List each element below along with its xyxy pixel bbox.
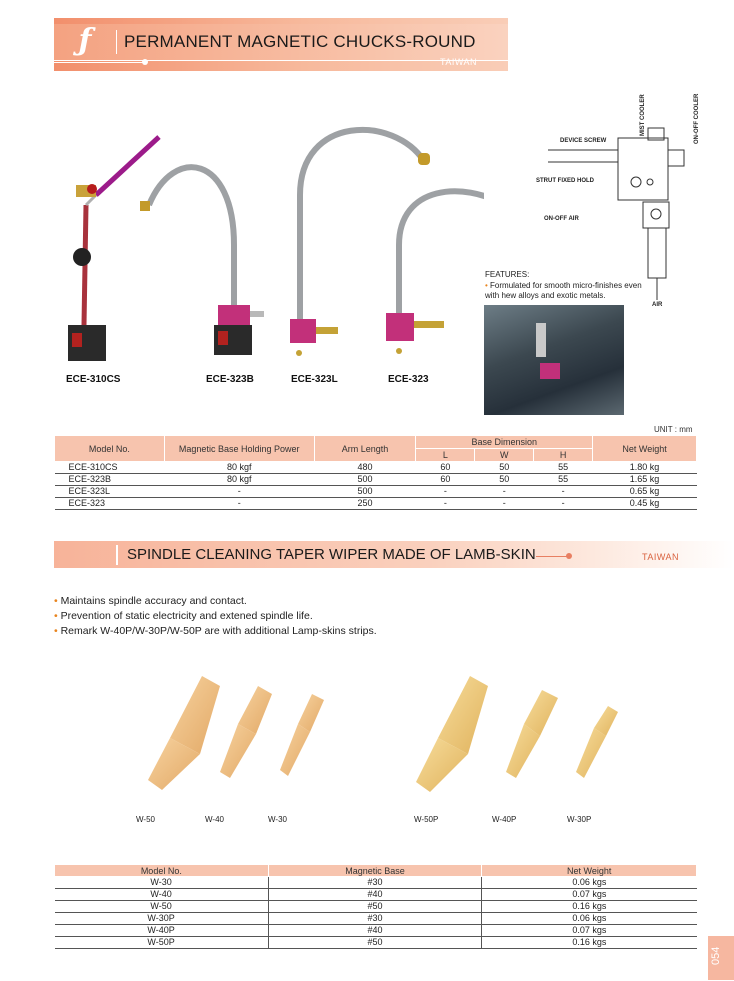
product-label: ECE-310CS <box>66 374 121 385</box>
col-header-weight: Net Weight <box>482 865 697 877</box>
cell-weight: 0.07 kgs <box>482 925 697 937</box>
table-row <box>55 925 697 937</box>
wiper-w50p-image <box>416 676 488 792</box>
unit-note: UNIT : mm <box>654 425 693 434</box>
origin-country: TAIWAN <box>642 552 679 562</box>
product-label: ECE-323 <box>388 374 429 385</box>
section-title: SPINDLE CLEANING TAPER WIPER MADE OF LAMB-SKIN <box>127 546 536 563</box>
machine-photo <box>484 305 624 415</box>
features-title: FEATURES: <box>485 270 530 279</box>
cell-arm: 500 <box>314 474 416 486</box>
cell-weight: 0.65 kg <box>593 486 697 498</box>
cell-w: 50 <box>475 462 534 474</box>
col-header-model: Model No. <box>55 436 165 462</box>
cell-power: 80 kgf <box>164 474 314 486</box>
brand-logo: ƒ <box>78 23 92 58</box>
cell-power: - <box>164 498 314 510</box>
cell-base: #40 <box>268 925 482 937</box>
cell-weight: 0.06 kgs <box>482 877 697 889</box>
cell-weight: 0.06 kgs <box>482 913 697 925</box>
cell-power: - <box>164 486 314 498</box>
cell-l: - <box>416 486 475 498</box>
origin-country: TAIWAN <box>440 57 477 67</box>
product-ece-323-image <box>386 191 484 354</box>
wiper-w50-image <box>148 676 220 790</box>
page-number: 054 <box>710 946 722 965</box>
header-line <box>54 62 146 63</box>
wiper-label: W-40 <box>205 815 224 824</box>
magnetic-chucks-table <box>54 435 697 510</box>
cell-h: 55 <box>534 462 593 474</box>
table-row <box>55 937 697 949</box>
col-header-base: Base Dimension <box>416 436 593 449</box>
cell-weight: 0.07 kgs <box>482 889 697 901</box>
table-row <box>55 462 697 474</box>
diagram-label-on-off-air: ON-OFF AIR <box>544 216 579 222</box>
table-row <box>55 474 697 486</box>
col-header-h: H <box>534 449 593 462</box>
diagram-label-strut-fixed-hold: STRUT FIXED HOLD <box>536 178 594 184</box>
product-ece-323b-image <box>140 167 264 355</box>
features-description: Formulated for smooth micro-finishes even with hew alloys and exotic metals. <box>485 281 642 300</box>
section-title: PERMANENT MAGNETIC CHUCKS-ROUND <box>124 32 476 51</box>
cell-model: ECE-323 <box>55 498 165 510</box>
cell-model: W-30P <box>55 913 269 925</box>
cell-base: #50 <box>268 901 482 913</box>
product-illustrations <box>54 125 484 380</box>
diagram-label-mist-cooler: MIST COOLER <box>640 94 646 136</box>
cell-w: - <box>475 486 534 498</box>
wiper-label: W-30 <box>268 815 287 824</box>
cell-model: W-40P <box>55 925 269 937</box>
product-ece-310cs-image <box>68 137 159 361</box>
product-label: ECE-323L <box>291 374 338 385</box>
cell-l: 60 <box>416 462 475 474</box>
cell-model: W-50 <box>55 901 269 913</box>
col-header-weight: Net Weight <box>593 436 697 462</box>
cell-w: - <box>475 498 534 510</box>
cell-h: - <box>534 498 593 510</box>
wiper-label: W-50 <box>136 815 155 824</box>
list-item: • Maintains spindle accuracy and contact. <box>54 595 247 607</box>
table-row <box>55 498 697 510</box>
cell-model: ECE-323B <box>55 474 165 486</box>
header-dot <box>142 59 148 65</box>
cell-arm: 250 <box>314 498 416 510</box>
wiper-w40-image <box>220 686 272 778</box>
cell-model: W-50P <box>55 937 269 949</box>
col-header-model: Model No. <box>55 865 269 877</box>
wiper-features-list <box>54 594 377 639</box>
taper-wiper-table <box>54 864 697 949</box>
cell-h: 55 <box>534 474 593 486</box>
cell-l: 60 <box>416 474 475 486</box>
col-header-w: W <box>475 449 534 462</box>
product-label: ECE-323B <box>206 374 254 385</box>
cell-model: ECE-310CS <box>55 462 165 474</box>
wiper-illustrations <box>120 672 640 812</box>
col-header-arm: Arm Length <box>314 436 416 462</box>
diagram-label-device-screw: DEVICE SCREW <box>560 138 607 144</box>
cell-base: #40 <box>268 889 482 901</box>
cell-base: #50 <box>268 937 482 949</box>
wiper-w30p-image <box>576 706 618 778</box>
cell-weight: 0.16 kgs <box>482 937 697 949</box>
table-row <box>55 901 697 913</box>
wiper-w40p-image <box>506 690 558 778</box>
cell-base: #30 <box>268 913 482 925</box>
list-item: • Remark W-40P/W-30P/W-50P are with additional Lamp-skins strips. <box>54 625 377 637</box>
col-header-base: Magnetic Base <box>268 865 482 877</box>
diagram-label-air: AIR <box>652 302 663 308</box>
wiper-label: W-30P <box>567 815 592 824</box>
cell-weight: 1.80 kg <box>593 462 697 474</box>
cell-weight: 0.16 kgs <box>482 901 697 913</box>
table-row <box>55 877 697 889</box>
features-text: • Formulated for smooth micro-finishes even with hew alloys and exotic metals. <box>485 281 642 300</box>
cell-weight: 0.45 kg <box>593 498 697 510</box>
col-header-l: L <box>416 449 475 462</box>
wiper-label: W-50P <box>414 815 439 824</box>
cell-model: W-40 <box>55 889 269 901</box>
cell-model: W-30 <box>55 877 269 889</box>
wiper-w30-image <box>280 694 324 776</box>
cell-model: ECE-323L <box>55 486 165 498</box>
header-dot <box>566 553 572 559</box>
col-header-power: Magnetic Base Holding Power <box>164 436 314 462</box>
header-line <box>536 556 568 557</box>
cell-w: 50 <box>475 474 534 486</box>
cell-arm: 500 <box>314 486 416 498</box>
cell-weight: 1.65 kg <box>593 474 697 486</box>
wiper-label: W-40P <box>492 815 517 824</box>
cell-base: #30 <box>268 877 482 889</box>
table-row <box>55 486 697 498</box>
cell-arm: 480 <box>314 462 416 474</box>
table-row <box>55 913 697 925</box>
diagram-label-on-off-cooler: ON-OFF COOLER <box>694 93 700 144</box>
header-divider <box>116 30 117 54</box>
list-item: • Prevention of static electricity and extened spindle life. <box>54 610 313 622</box>
table-row <box>55 889 697 901</box>
cell-power: 80 kgf <box>164 462 314 474</box>
cell-l: - <box>416 498 475 510</box>
cell-h: - <box>534 486 593 498</box>
header-divider <box>116 545 118 565</box>
